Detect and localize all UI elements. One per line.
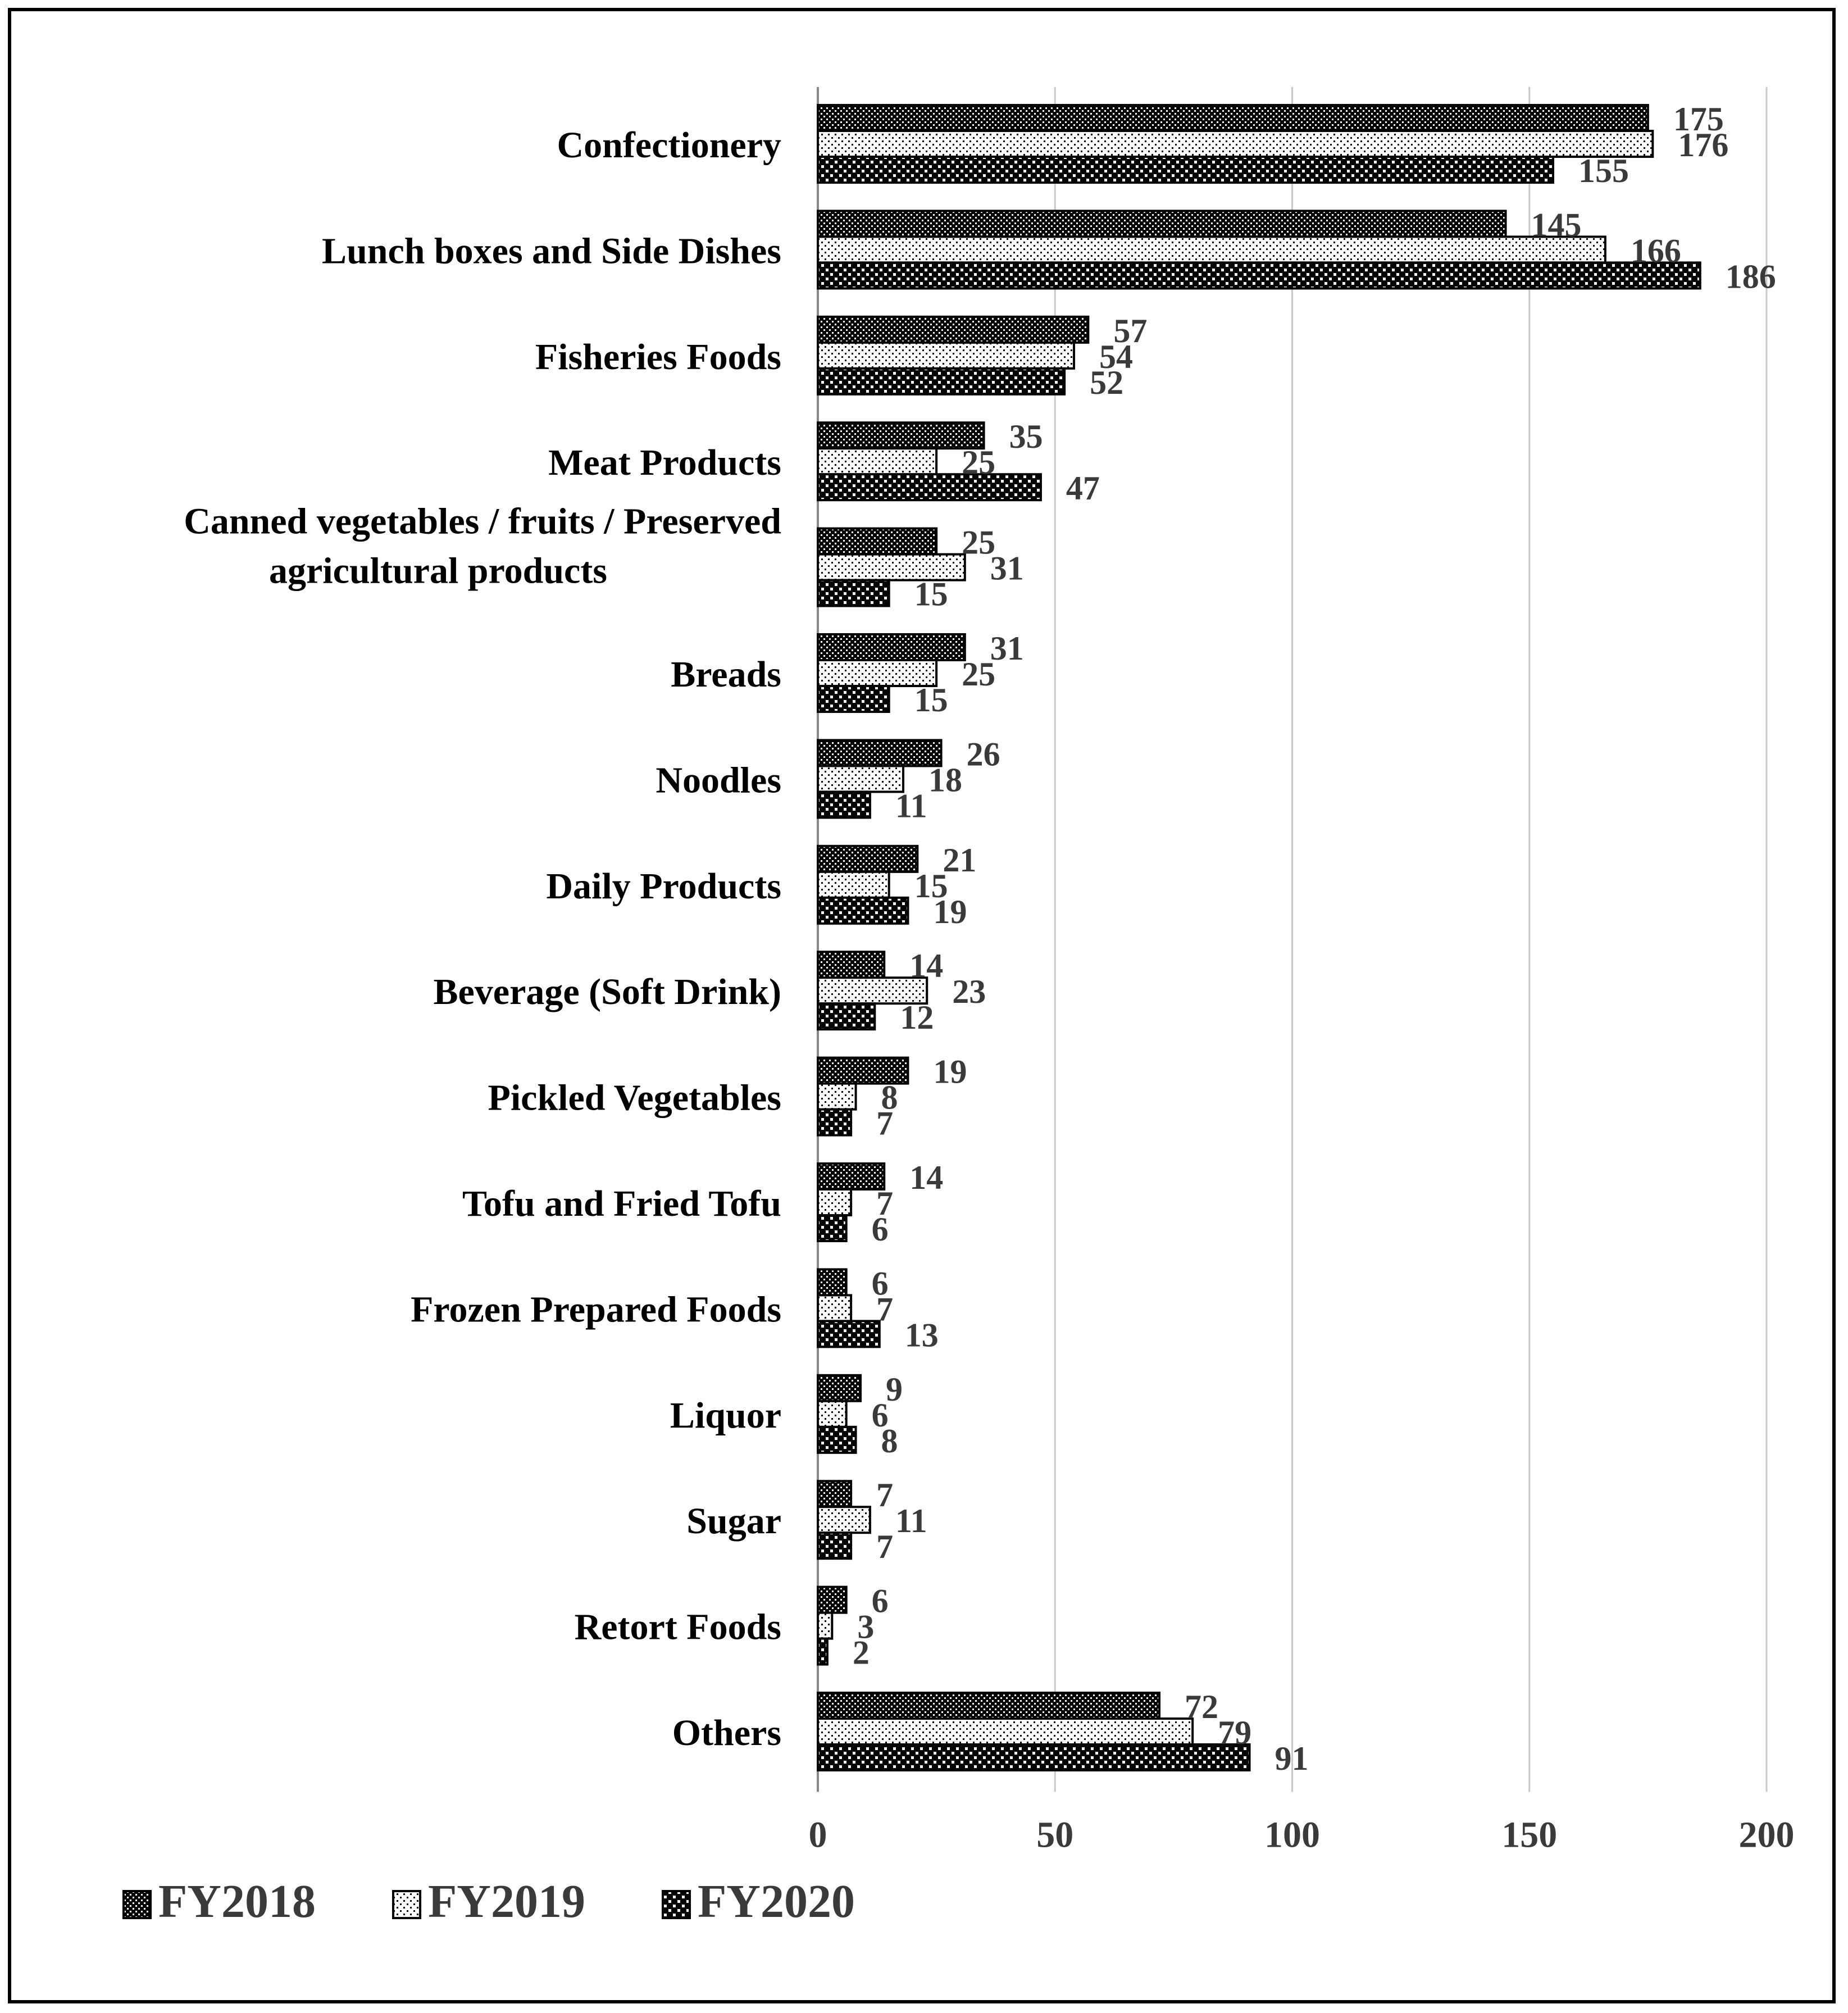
category-label-canned-vegetables-fruits-preserved: agricultural products (269, 550, 607, 592)
category-label-others: Others (672, 1712, 781, 1753)
data-label-fy2019: 7 (876, 1290, 894, 1328)
data-label-fy2019: 6 (871, 1396, 889, 1434)
bar-fisheries-foods-fy2019 (818, 343, 1074, 369)
x-axis-ticks (809, 1814, 1795, 1855)
bar-chart (11, 11, 1832, 2000)
bar-fisheries-foods-fy2020 (818, 369, 1064, 394)
legend-swatch-fy2020 (663, 1891, 690, 1918)
bar-noodles-fy2020 (818, 792, 870, 817)
bar-noodles-fy2019 (818, 766, 903, 792)
bar-meat-products-fy2018 (818, 422, 984, 448)
bar-pickled-vegetables-fy2019 (818, 1084, 856, 1110)
category-label-confectionery: Confectionery (557, 125, 781, 166)
category-label-pickled-vegetables: Pickled Vegetables (488, 1077, 781, 1119)
bar-liquor-fy2018 (818, 1375, 861, 1401)
bar-breads-fy2018 (818, 634, 965, 660)
category-label-sugar: Sugar (686, 1501, 781, 1542)
data-label-fy2018: 35 (1009, 418, 1043, 456)
bar-daily-products-fy2020 (818, 898, 908, 924)
bar-lunch-boxes-and-side-dishes-fy2019 (818, 237, 1605, 262)
data-label-fy2018: 19 (933, 1053, 967, 1090)
bar-sugar-fy2018 (818, 1481, 851, 1507)
bar-others-fy2018 (818, 1693, 1159, 1719)
data-label-fy2019: 3 (857, 1608, 875, 1646)
data-label-fy2020: 52 (1090, 363, 1124, 401)
bar-sugar-fy2019 (818, 1507, 870, 1533)
data-label-fy2018: 25 (962, 524, 996, 561)
data-label-fy2018: 175 (1673, 101, 1724, 138)
bar-retort-foods-fy2020 (818, 1639, 827, 1665)
category-label-beverage-soft-drink: Beverage (Soft Drink) (433, 971, 781, 1013)
data-label-fy2018: 57 (1113, 312, 1148, 349)
data-label-fy2020: 15 (914, 681, 948, 719)
data-label-fy2019: 18 (928, 761, 963, 799)
bar-retort-foods-fy2019 (818, 1613, 832, 1639)
bar-canned-vegetables-fruits-preserved-fy2020 (818, 580, 889, 606)
bar-beverage-soft-drink-fy2018 (818, 952, 884, 978)
data-label-fy2019: 166 (1630, 232, 1681, 270)
data-label-fy2020: 12 (900, 999, 934, 1037)
data-label-fy2019: 25 (962, 444, 996, 481)
category-label-canned-vegetables-fruits-preserved: Canned vegetables / fruits / Preserved (184, 501, 781, 542)
bar-confectionery-fy2019 (818, 131, 1653, 157)
bar-tofu-and-fried-tofu-fy2020 (818, 1215, 846, 1241)
x-tick-label: 50 (1036, 1814, 1074, 1856)
category-label-breads: Breads (671, 654, 781, 695)
data-label-fy2020: 8 (881, 1422, 898, 1460)
data-label-fy2020: 2 (852, 1634, 870, 1671)
x-tick-label: 100 (1264, 1814, 1320, 1856)
data-label-fy2018: 26 (966, 735, 1000, 773)
data-label-fy2019: 23 (952, 973, 986, 1011)
x-tick-label: 150 (1501, 1814, 1558, 1856)
category-label-lunch-boxes-and-side-dishes: Lunch boxes and Side Dishes (322, 230, 781, 272)
legend-label-fy2020: FY2020 (698, 1875, 855, 1928)
bar-breads-fy2020 (818, 686, 889, 712)
bar-daily-products-fy2019 (818, 872, 889, 898)
data-label-fy2020: 7 (876, 1528, 894, 1566)
legend-swatch-fy2018 (124, 1891, 151, 1918)
bar-liquor-fy2019 (818, 1401, 846, 1427)
data-label-fy2020: 186 (1725, 258, 1776, 296)
data-label-fy2019: 31 (990, 549, 1024, 587)
data-label-fy2020: 91 (1275, 1740, 1309, 1777)
data-label-fy2019: 176 (1678, 126, 1729, 163)
legend-label-fy2019: FY2019 (428, 1875, 585, 1928)
data-label-fy2019: 11 (895, 1502, 927, 1540)
bar-daily-products-fy2018 (818, 846, 917, 872)
category-label-meat-products: Meat Products (548, 442, 781, 484)
data-label-fy2018: 6 (871, 1582, 889, 1620)
data-label-fy2020: 11 (895, 787, 927, 825)
category-label-noodles: Noodles (656, 760, 781, 801)
bar-lunch-boxes-and-side-dishes-fy2020 (818, 262, 1700, 288)
x-tick-label: 200 (1738, 1814, 1795, 1856)
bar-meat-products-fy2019 (818, 448, 936, 474)
data-label-fy2018: 145 (1531, 206, 1582, 244)
category-label-tofu-and-fried-tofu: Tofu and Fried Tofu (462, 1183, 781, 1224)
category-label-liquor: Liquor (670, 1394, 781, 1436)
data-label-fy2019: 25 (962, 656, 996, 693)
data-label-fy2018: 9 (886, 1370, 903, 1408)
data-label-fy2019: 79 (1218, 1714, 1252, 1751)
data-label-fy2018: 7 (876, 1476, 894, 1514)
bar-confectionery-fy2020 (818, 157, 1553, 183)
bar-frozen-prepared-foods-fy2018 (818, 1269, 846, 1295)
bar-confectionery-fy2018 (818, 105, 1648, 131)
data-label-fy2018: 72 (1185, 1688, 1219, 1725)
data-label-fy2019: 7 (876, 1185, 894, 1222)
data-label-fy2018: 14 (909, 947, 944, 985)
data-label-fy2020: 6 (871, 1211, 889, 1248)
data-label-fy2020: 7 (876, 1105, 894, 1142)
bar-meat-products-fy2020 (818, 474, 1041, 500)
category-label-retort-foods: Retort Foods (574, 1606, 781, 1648)
bars (818, 105, 1700, 1770)
bar-canned-vegetables-fruits-preserved-fy2018 (818, 529, 936, 555)
data-label-fy2018: 6 (871, 1265, 889, 1302)
legend (124, 1875, 855, 1928)
legend-label-fy2018: FY2018 (158, 1875, 316, 1928)
bar-noodles-fy2018 (818, 740, 941, 766)
bar-fisheries-foods-fy2018 (818, 317, 1088, 343)
legend-swatch-fy2019 (393, 1891, 420, 1918)
data-label-fy2020: 155 (1578, 152, 1629, 189)
bar-sugar-fy2020 (818, 1533, 851, 1558)
bar-frozen-prepared-foods-fy2019 (818, 1295, 851, 1321)
bar-others-fy2020 (818, 1744, 1249, 1770)
data-label-fy2020: 47 (1066, 470, 1100, 507)
data-label-fy2019: 15 (914, 867, 948, 905)
bar-beverage-soft-drink-fy2020 (818, 1003, 875, 1029)
data-label-fy2018: 14 (909, 1159, 944, 1196)
data-label-fy2018: 31 (990, 630, 1024, 667)
data-label-fy2019: 54 (1099, 338, 1134, 375)
bar-pickled-vegetables-fy2020 (818, 1110, 851, 1135)
category-label-fisheries-foods: Fisheries Foods (535, 336, 781, 378)
data-label-fy2020: 19 (933, 893, 967, 930)
category-label-daily-products: Daily Products (546, 865, 781, 907)
bar-others-fy2019 (818, 1719, 1192, 1744)
figure-frame (8, 8, 1836, 2003)
data-label-fy2019: 8 (881, 1079, 898, 1116)
category-label-frozen-prepared-foods: Frozen Prepared Foods (411, 1289, 781, 1330)
x-tick-label: 0 (808, 1814, 827, 1856)
data-label-fy2020: 13 (904, 1316, 939, 1354)
bar-liquor-fy2020 (818, 1427, 856, 1453)
bar-tofu-and-fried-tofu-fy2018 (818, 1164, 884, 1189)
data-label-fy2020: 15 (914, 575, 948, 613)
bar-retort-foods-fy2018 (818, 1587, 846, 1613)
data-label-fy2018: 21 (943, 841, 977, 879)
bar-frozen-prepared-foods-fy2020 (818, 1321, 880, 1347)
bar-tofu-and-fried-tofu-fy2019 (818, 1189, 851, 1215)
bar-lunch-boxes-and-side-dishes-fy2018 (818, 211, 1506, 237)
